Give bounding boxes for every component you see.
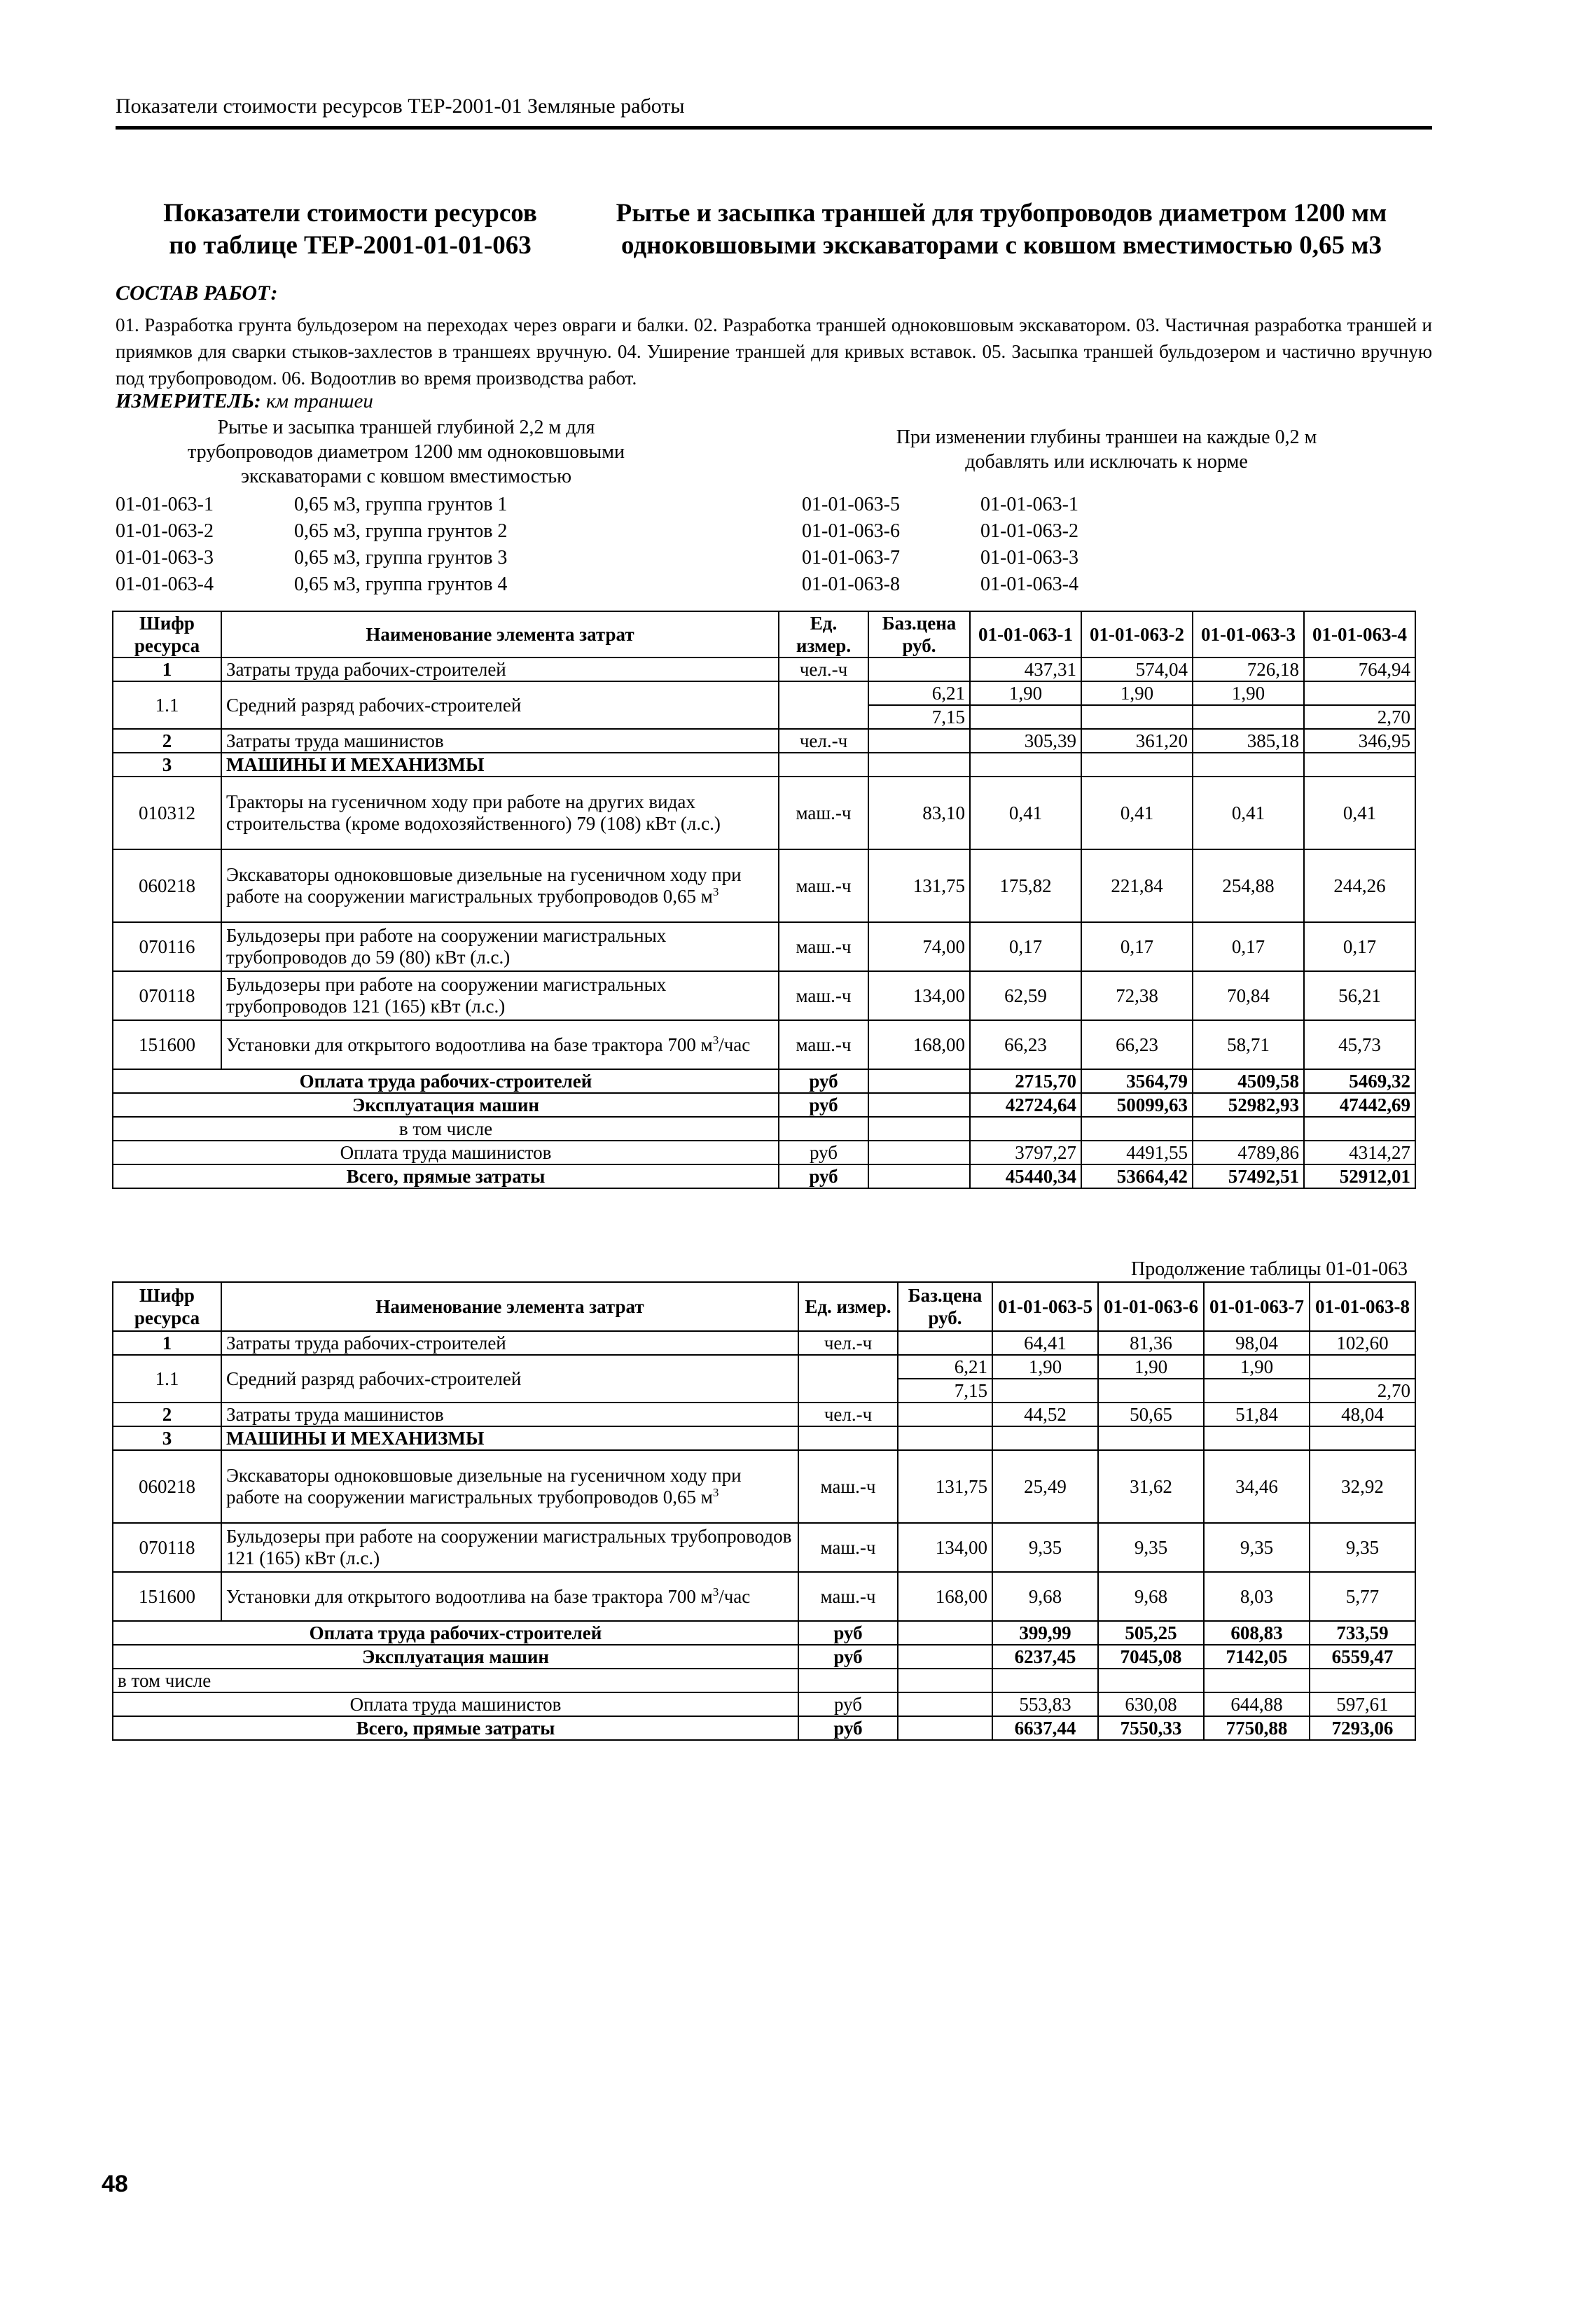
table-row	[113, 1523, 1415, 1572]
col-norm: 01-01-063-4	[1304, 611, 1415, 657]
table-row	[113, 1355, 1415, 1379]
cell-value: 2,70	[1304, 705, 1415, 729]
codes-right-codes	[802, 492, 900, 598]
cell-value: 0,41	[1081, 777, 1193, 849]
cell-unit	[779, 681, 868, 729]
summary-row	[113, 1669, 1415, 1692]
cell-code: 1.1	[113, 681, 221, 729]
superscript: 3	[712, 1585, 719, 1599]
running-header: Показатели стоимости ресурсов ТЕР-2001-01 Земляные работы	[116, 95, 685, 118]
cell-unit: руб	[798, 1692, 898, 1716]
cell-value: 221,84	[1081, 849, 1193, 922]
cell-value: 52912,01	[1304, 1164, 1415, 1188]
code-item: 01-01-063-7	[802, 547, 900, 569]
cell-value: 1,90	[970, 681, 1081, 705]
cell-value	[1304, 681, 1415, 705]
cell-name-text: Установки для открытого водоотлива на базе трактора 700 м	[226, 1585, 713, 1607]
sostav-heading: СОСТАВ РАБОТ:	[116, 281, 278, 305]
description-left-line-1: Рытье и засыпка траншей глубиной 2,2 м для	[217, 417, 595, 438]
cell-unit: маш.-ч	[798, 1523, 898, 1572]
cell-value: 52982,93	[1193, 1093, 1304, 1117]
cell-unit: маш.-ч	[798, 1450, 898, 1523]
col-norm: 01-01-063-5	[992, 1282, 1098, 1331]
title-left-line-2: по таблице ТЕР-2001-01-01-063	[169, 231, 532, 260]
cell-value: 399,99	[992, 1621, 1098, 1645]
col-shifr: Шифр ресурса	[113, 1282, 221, 1331]
col-name: Наименование элемента затрат	[221, 611, 779, 657]
summary-row	[113, 1164, 1415, 1188]
summary-label: Эксплуатация машин	[113, 1093, 779, 1117]
cell-code: 060218	[113, 849, 221, 922]
izmeritel-value: км траншеи	[265, 390, 373, 412]
cell-name: Затраты труда рабочих-строителей	[221, 657, 779, 681]
cell-name: Бульдозеры при работе на сооружении магистральных трубопроводов до 59 (80) кВт (л.с.)	[221, 922, 779, 971]
col-shifr: Шифр ресурса	[113, 611, 221, 657]
cell-price	[898, 1403, 992, 1426]
title-right-line-2: одноковшовыми экскаваторами с ковшом вместимостью 0,65 м3	[621, 231, 1382, 260]
cell-name-suffix: /час	[719, 1034, 751, 1055]
code-item: 01-01-063-8	[802, 573, 900, 595]
table-header-row	[113, 1282, 1415, 1331]
cell-value: 5,77	[1310, 1572, 1415, 1621]
title-left	[133, 197, 567, 262]
cell-code: 070116	[113, 922, 221, 971]
resource-table-1	[112, 611, 1416, 1189]
code-desc: 0,65 м3, группа грунтов 3	[294, 547, 508, 569]
table-header-row	[113, 611, 1415, 657]
code-item: 01-01-063-6	[802, 520, 900, 542]
cell-unit: маш.-ч	[798, 1572, 898, 1621]
cell-price: 131,75	[898, 1450, 992, 1523]
code-norm: 01-01-063-4	[980, 573, 1078, 595]
cell-unit	[798, 1355, 898, 1403]
col-norm: 01-01-063-7	[1204, 1282, 1310, 1331]
cell-unit: руб	[779, 1069, 868, 1093]
cell-value: 608,83	[1204, 1621, 1310, 1645]
summary-row	[113, 1692, 1415, 1716]
code-norm: 01-01-063-1	[980, 494, 1078, 515]
continuation-label: Продолжение таблицы 01-01-063	[1130, 1258, 1408, 1280]
table-row	[113, 1572, 1415, 1621]
cell-value: 62,59	[970, 971, 1081, 1020]
cell-value: 6237,45	[992, 1645, 1098, 1669]
table-row	[113, 1450, 1415, 1523]
table-row	[113, 729, 1415, 753]
col-norm: 01-01-063-3	[1193, 611, 1304, 657]
description-right-line-1: При изменении глубины траншеи на каждые 0,2 м	[896, 426, 1317, 448]
cell-value: 34,46	[1204, 1450, 1310, 1523]
cell-value: 0,17	[1193, 922, 1304, 971]
cell-value: 4789,86	[1193, 1141, 1304, 1164]
cell-value: 361,20	[1081, 729, 1193, 753]
cell-value: 64,41	[992, 1331, 1098, 1355]
cell-value: 1,90	[992, 1355, 1098, 1379]
cell-name: Затраты труда машинистов	[221, 729, 779, 753]
cell-code: 151600	[113, 1020, 221, 1069]
cell-code: 1	[113, 1331, 221, 1355]
cell-value: 2,70	[1310, 1379, 1415, 1403]
cell-code: 1	[113, 657, 221, 681]
cell-unit: маш.-ч	[779, 849, 868, 922]
cell-value	[1098, 1379, 1204, 1403]
cell-price	[868, 657, 970, 681]
summary-row	[113, 1621, 1415, 1645]
cell-unit: чел.-ч	[779, 657, 868, 681]
code-desc: 0,65 м3, группа грунтов 2	[294, 520, 508, 542]
cell-value: 254,88	[1193, 849, 1304, 922]
cell-unit: руб	[779, 1093, 868, 1117]
cell-unit: маш.-ч	[779, 971, 868, 1020]
cell-code: 2	[113, 1403, 221, 1426]
cell-value	[1193, 705, 1304, 729]
cell-value: 0,41	[970, 777, 1081, 849]
cell-value: 1,90	[1081, 681, 1193, 705]
cell-unit: маш.-ч	[779, 922, 868, 971]
title-right	[571, 197, 1432, 262]
cell-value: 53664,42	[1081, 1164, 1193, 1188]
summary-label: Всего, прямые затраты	[113, 1716, 798, 1740]
table-section-row	[113, 1426, 1415, 1450]
cell-value: 45,73	[1304, 1020, 1415, 1069]
cell-value: 50099,63	[1081, 1093, 1193, 1117]
table-row	[113, 681, 1415, 705]
summary-row	[113, 1117, 1415, 1141]
code-item: 01-01-063-1	[116, 494, 214, 515]
code-item: 01-01-063-3	[116, 547, 214, 569]
description-left	[116, 415, 697, 489]
superscript: 3	[712, 1033, 719, 1047]
summary-label: Оплата труда рабочих-строителей	[113, 1069, 779, 1093]
cell-value: 25,49	[992, 1450, 1098, 1523]
summary-label: Всего, прямые затраты	[113, 1164, 779, 1188]
cell-value: 630,08	[1098, 1692, 1204, 1716]
col-norm: 01-01-063-6	[1098, 1282, 1204, 1331]
cell-value: 32,92	[1310, 1450, 1415, 1523]
codes-left-descs	[294, 492, 507, 598]
cell-unit: маш.-ч	[779, 1020, 868, 1069]
cell-code: 2	[113, 729, 221, 753]
cell-value: 5469,32	[1304, 1069, 1415, 1093]
description-right-line-2: добавлять или исключать к норме	[965, 451, 1248, 473]
cell-code: 070118	[113, 1523, 221, 1572]
summary-label: Оплата труда машинистов	[113, 1141, 779, 1164]
table-row	[113, 657, 1415, 681]
cell-name	[221, 1450, 798, 1523]
cell-code: 3	[113, 753, 221, 777]
cell-name: Бульдозеры при работе на сооружении магистральных трубопроводов 121 (165) кВт (л.с.)	[221, 971, 779, 1020]
cell-value: 1,90	[1204, 1355, 1310, 1379]
cell-unit: руб	[779, 1141, 868, 1164]
header-rule	[116, 126, 1432, 130]
col-norm: 01-01-063-1	[970, 611, 1081, 657]
cell-value: 505,25	[1098, 1621, 1204, 1645]
cell-name: Затраты труда рабочих-строителей	[221, 1331, 798, 1355]
description-right	[812, 425, 1401, 474]
cell-name-text: Экскаваторы одноковшовые дизельные на гусеничном ходу при работе на сооружении магистральных трубопроводов 0,65 м	[226, 864, 742, 907]
cell-value: 175,82	[970, 849, 1081, 922]
cell-value	[970, 705, 1081, 729]
superscript: 3	[712, 885, 719, 898]
cell-value: 9,68	[992, 1572, 1098, 1621]
col-price: Баз.цена руб.	[898, 1282, 992, 1331]
cell-name: Затраты труда машинистов	[221, 1403, 798, 1426]
cell-value: 48,04	[1310, 1403, 1415, 1426]
code-item: 01-01-063-4	[116, 573, 214, 595]
cell-unit: маш.-ч	[779, 777, 868, 849]
table-row	[113, 1331, 1415, 1355]
cell-name-text: Установки для открытого водоотлива на базе трактора 700 м	[226, 1034, 713, 1055]
cell-price: 134,00	[898, 1523, 992, 1572]
summary-label: Эксплуатация машин	[113, 1645, 798, 1669]
cell-value: 7293,06	[1310, 1716, 1415, 1740]
cell-value: 305,39	[970, 729, 1081, 753]
cell-value: 58,71	[1193, 1020, 1304, 1069]
cell-value: 9,35	[1098, 1523, 1204, 1572]
cell-value: 0,41	[1304, 777, 1415, 849]
cell-price: 168,00	[868, 1020, 970, 1069]
cell-value: 437,31	[970, 657, 1081, 681]
summary-row	[113, 1093, 1415, 1117]
cell-unit: руб	[798, 1716, 898, 1740]
cell-value: 3564,79	[1081, 1069, 1193, 1093]
cell-value: 0,17	[1304, 922, 1415, 971]
cell-value: 57492,51	[1193, 1164, 1304, 1188]
cell-value: 553,83	[992, 1692, 1098, 1716]
cell-name: МАШИНЫ И МЕХАНИЗМЫ	[221, 753, 779, 777]
cell-value	[1081, 705, 1193, 729]
cell-code: 1.1	[113, 1355, 221, 1403]
table-row	[113, 849, 1415, 922]
cell-value: 1,90	[1193, 681, 1304, 705]
cell-value: 51,84	[1204, 1403, 1310, 1426]
cell-name-suffix: /час	[719, 1585, 751, 1607]
cell-value: 44,52	[992, 1403, 1098, 1426]
cell-value: 42724,64	[970, 1093, 1081, 1117]
cell-unit: руб	[779, 1164, 868, 1188]
cell-value: 7750,88	[1204, 1716, 1310, 1740]
cell-value: 66,23	[970, 1020, 1081, 1069]
cell-unit: руб	[798, 1645, 898, 1669]
col-name: Наименование элемента затрат	[221, 1282, 798, 1331]
cell-value: 9,35	[1310, 1523, 1415, 1572]
cell-value: 244,26	[1304, 849, 1415, 922]
table-row	[113, 922, 1415, 971]
summary-row	[113, 1716, 1415, 1740]
cell-unit: чел.-ч	[798, 1403, 898, 1426]
summary-label: в том числе	[113, 1117, 779, 1141]
cell-code: 151600	[113, 1572, 221, 1621]
cell-value: 47442,69	[1304, 1093, 1415, 1117]
description-left-line-2: трубопроводов диаметром 1200 мм одноковшовыми	[188, 441, 625, 463]
col-unit: Ед. измер.	[798, 1282, 898, 1331]
description-left-line-3: экскаваторами с ковшом вместимостью	[240, 466, 572, 487]
title-right-line-1: Рытье и засыпка траншей для трубопроводов диаметром 1200 мм	[616, 199, 1387, 228]
cell-code: 060218	[113, 1450, 221, 1523]
cell-value: 385,18	[1193, 729, 1304, 753]
codes-left-codes	[116, 492, 214, 598]
cell-price: 134,00	[868, 971, 970, 1020]
summary-label: Оплата труда машинистов	[113, 1692, 798, 1716]
cell-value: 764,94	[1304, 657, 1415, 681]
cell-value: 2715,70	[970, 1069, 1081, 1093]
cell-value: 8,03	[1204, 1572, 1310, 1621]
cell-unit: чел.-ч	[798, 1331, 898, 1355]
cell-value: 3797,27	[970, 1141, 1081, 1164]
cell-value	[1204, 1379, 1310, 1403]
code-desc: 0,65 м3, группа грунтов 4	[294, 573, 508, 595]
col-norm: 01-01-063-8	[1310, 1282, 1415, 1331]
cell-value: 0,17	[1081, 922, 1193, 971]
cell-value: 6559,47	[1310, 1645, 1415, 1669]
col-unit: Ед. измер.	[779, 611, 868, 657]
cell-price	[898, 1331, 992, 1355]
summary-label: Оплата труда рабочих-строителей	[113, 1621, 798, 1645]
sostav-text: 01. Разработка грунта бульдозером на переходах через овраги и балки. 02. Разработка траншей одноковшовым экскаватором. 03. Частичная разработка траншей и приямков для сварки стыков-захлестов в траншеях вручную. 04. Уширение траншей для кривых вставок. 05. Засыпка траншей бульдозером и частично вручную под трубопроводом. 06. Водоотлив во время производства работ.	[116, 314, 1432, 389]
table-row	[113, 971, 1415, 1020]
cell-value: 66,23	[1081, 1020, 1193, 1069]
summary-row	[113, 1141, 1415, 1164]
cell-value: 4314,27	[1304, 1141, 1415, 1164]
cell-code: 3	[113, 1426, 221, 1450]
summary-row	[113, 1069, 1415, 1093]
codes-right-norms	[980, 492, 1078, 598]
table-section-row	[113, 753, 1415, 777]
cell-name: Тракторы на гусеничном ходу при работе на других видах строительства (кроме водохозяйственного) 79 (108) кВт (л.с.)	[221, 777, 779, 849]
code-norm: 01-01-063-3	[980, 547, 1078, 569]
cell-unit: чел.-ч	[779, 729, 868, 753]
cell-value: 4491,55	[1081, 1141, 1193, 1164]
cell-price: 6,21	[898, 1355, 992, 1379]
cell-value: 7550,33	[1098, 1716, 1204, 1740]
cell-price: 83,10	[868, 777, 970, 849]
cell-value: 31,62	[1098, 1450, 1204, 1523]
cell-price	[868, 729, 970, 753]
cell-value: 733,59	[1310, 1621, 1415, 1645]
cell-price: 74,00	[868, 922, 970, 971]
cell-value: 45440,34	[970, 1164, 1081, 1188]
cell-value: 7142,05	[1204, 1645, 1310, 1669]
summary-row	[113, 1645, 1415, 1669]
cell-value: 4509,58	[1193, 1069, 1304, 1093]
cell-value: 726,18	[1193, 657, 1304, 681]
cell-unit: руб	[798, 1621, 898, 1645]
cell-value: 597,61	[1310, 1692, 1415, 1716]
izmeritel	[116, 390, 373, 413]
cell-value: 0,41	[1193, 777, 1304, 849]
col-price: Баз.цена руб.	[868, 611, 970, 657]
table-row	[113, 1403, 1415, 1426]
cell-value: 56,21	[1304, 971, 1415, 1020]
table-row	[113, 777, 1415, 849]
cell-value: 98,04	[1204, 1331, 1310, 1355]
cell-value: 72,38	[1081, 971, 1193, 1020]
cell-value: 9,35	[992, 1523, 1098, 1572]
cell-value	[1310, 1355, 1415, 1379]
cell-name: Средний разряд рабочих-строителей	[221, 1355, 798, 1403]
cell-value	[992, 1379, 1098, 1403]
cell-price: 131,75	[868, 849, 970, 922]
cell-name	[221, 1020, 779, 1069]
code-item: 01-01-063-2	[116, 520, 214, 542]
col-norm: 01-01-063-2	[1081, 611, 1193, 657]
cell-value: 1,90	[1098, 1355, 1204, 1379]
cell-value: 102,60	[1310, 1331, 1415, 1355]
cell-price: 7,15	[868, 705, 970, 729]
cell-price: 6,21	[868, 681, 970, 705]
code-desc: 0,65 м3, группа грунтов 1	[294, 494, 508, 515]
code-norm: 01-01-063-2	[980, 520, 1078, 542]
cell-name	[221, 1572, 798, 1621]
summary-label: в том числе	[113, 1669, 798, 1692]
cell-value: 50,65	[1098, 1403, 1204, 1426]
cell-name: МАШИНЫ И МЕХАНИЗМЫ	[221, 1426, 798, 1450]
code-item: 01-01-063-5	[802, 494, 900, 515]
cell-name: Бульдозеры при работе на сооружении магистральных трубопроводов 121 (165) кВт (л.с.)	[221, 1523, 798, 1572]
cell-value: 0,17	[970, 922, 1081, 971]
cell-value: 644,88	[1204, 1692, 1310, 1716]
cell-price: 7,15	[898, 1379, 992, 1403]
cell-name	[221, 849, 779, 922]
title-left-line-1: Показатели стоимости ресурсов	[163, 199, 537, 228]
cell-value: 70,84	[1193, 971, 1304, 1020]
cell-price: 168,00	[898, 1572, 992, 1621]
cell-value: 7045,08	[1098, 1645, 1204, 1669]
superscript: 3	[712, 1486, 719, 1499]
cell-value: 9,35	[1204, 1523, 1310, 1572]
cell-value: 346,95	[1304, 729, 1415, 753]
cell-code: 070118	[113, 971, 221, 1020]
table-row	[113, 1020, 1415, 1069]
izmeritel-label: ИЗМЕРИТЕЛЬ:	[116, 390, 261, 412]
cell-value: 574,04	[1081, 657, 1193, 681]
cell-value: 6637,44	[992, 1716, 1098, 1740]
resource-table-2	[112, 1281, 1416, 1741]
page-number: 48	[102, 2171, 128, 2197]
cell-code: 010312	[113, 777, 221, 849]
cell-name-text: Экскаваторы одноковшовые дизельные на гусеничном ходу при работе на сооружении магистральных трубопроводов 0,65 м	[226, 1465, 742, 1508]
cell-value: 81,36	[1098, 1331, 1204, 1355]
cell-name: Средний разряд рабочих-строителей	[221, 681, 779, 729]
cell-value: 9,68	[1098, 1572, 1204, 1621]
